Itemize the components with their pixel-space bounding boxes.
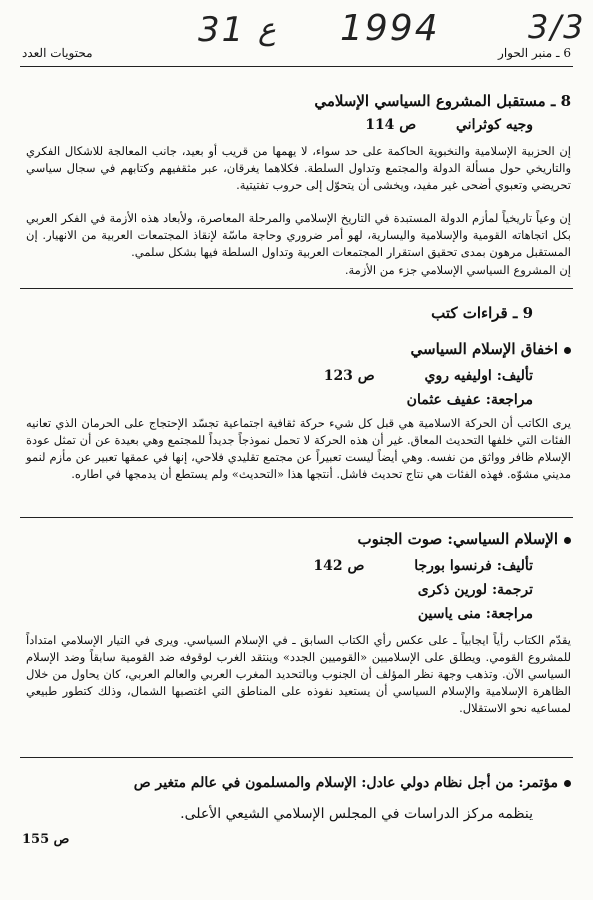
conference-heading (21, 775, 571, 791)
book1-title: اخفاق الإسلام السياسي (410, 340, 558, 358)
section8-title: 8 ـ مستقبل المشروع السياسي الإسلامي (314, 92, 571, 110)
book1-reviewer: عفيف عثمان (406, 392, 481, 408)
divider-2 (20, 517, 573, 518)
book1-page: ص 123 (323, 368, 375, 384)
book2-author-label: تأليف: (496, 558, 533, 574)
handwritten-letter: ع (258, 12, 276, 47)
book1-review-label: مراجعة: (485, 392, 533, 408)
book2-translate-label: ترجمة: (491, 582, 533, 598)
book1-summary: يرى الكاتب أن الحركة الاسلامية هي قبل كل شيء حركة ثقافية اجتماعية تجسّد الإحتجاج على الحرمان الذي تعانيه الفئات التي خلفها التحديث المعاق. غير أن هذه الحركة لا تحمل نموذجاً جديداً للمجتمع وهي بعيدة عن أن تمثل عودة الإسلام ظافر وواثق من نفسه. وهي أيضاً ليست تعبيراً عن مجتمع تقليدي فلاحي، إنها في عمقها تعبير عن مأزم لنمو مديني مشوّه. فهذه الفئات هي نتاج تحديث فاشل. أنتجها هذا «التحديث» ولم يستطع أن يدمجها في اطاره. (26, 416, 571, 481)
header-section: 6 ـ منبر الحوار (498, 46, 571, 60)
book2-translator: لورين ذكرى (417, 582, 488, 598)
book1-author-label: تأليف: (496, 368, 533, 384)
section8-author-line (133, 117, 533, 133)
handwritten-number: 31 (198, 10, 246, 50)
conference-page: ص 155 (22, 832, 70, 847)
book1-author: اوليفيه روي (424, 368, 492, 384)
bullet-icon (564, 780, 571, 787)
book1-author-line (324, 368, 533, 384)
bullet-icon (564, 347, 571, 354)
section8-para1: إن الحزبية الإسلامية والنخبوية الحاكمة على حد سواء، لا يهمها من قريب أو بعيد، جانب المعالجة للاشكال الفكري والتاريخي حول مسألة الدولة والمجتمع وتداول السلطة. فكلاهما يغرقان، عبر مثقفيهم وكتابهم في سجال سياسي تحريضي وتعبوي أضحى غير مفيد، ويخشى أن يتحوّل إلى حروب تفتيتية. (26, 144, 571, 192)
book2-summary: يقدّم الكتاب رأياً ايجابياً ـ على عكس رأي الكتاب السابق ـ في الإسلام السياسي. ويرى في التيار الإسلامي امتداداً للمشروع القومي. ويطلق على الإسلاميين «القوميين الجدد» وينتقد الغرب لوقوفه ضد القومية سابقاً وضد الإسلام السياسي الآن. وتذهب وجهة نظر المؤلف أن الجنوب وبالتحديد المغرب العربي والعالم العربي، كان يحاول من خلال الظاهرة الإسلامية والإسلام السياسي أن يستعيد نفوذه على المناطق التي اغتصبها الشمال، وذلك كتطور طبيعي لمساعيه نحو الاستقلال. (26, 633, 571, 715)
conference-subtitle: ينظمه مركز الدراسات في المجلس الإسلامي الشيعي الأعلى. (180, 806, 533, 822)
section8-author: وجيه كوثراني (456, 117, 533, 133)
header-rule (20, 66, 573, 67)
book2-heading (31, 530, 571, 548)
book2-author: فرنسوا بورجا (414, 558, 492, 574)
conference-title: مؤتمر: من أجل نظام دولي عادل: الإسلام والمسلمون في عالم متغير ص (133, 775, 558, 791)
book2-author-line (313, 558, 533, 574)
handwritten-year: 1994 (340, 8, 440, 49)
book2-page: ص 142 (313, 558, 365, 574)
section9-title: 9 ـ قراءات كتب (431, 304, 533, 322)
bullet-icon (564, 537, 571, 544)
book2-translate-line (418, 582, 533, 598)
handwritten-fraction: 3/3 (528, 8, 586, 46)
divider-3 (20, 757, 573, 758)
section8-page: ص 114 (365, 117, 417, 133)
header-contents: محتويات العدد (22, 46, 93, 60)
book1-heading (31, 340, 571, 358)
book2-title: الإسلام السياسي: صوت الجنوب (357, 530, 558, 548)
divider-1 (20, 288, 573, 289)
book2-review-label: مراجعة: (485, 606, 533, 622)
book2-reviewer: منى ياسين (417, 606, 481, 622)
book2-review-line (418, 606, 533, 622)
section8-para2: إن وعياً تاريخياً لمأزم الدولة المستبدة في التاريخ الإسلامي والمرحلة المعاصرة، ولأبعاد هذه الأزمة في الفكر العربي بكل اتجاهاته القومية والإسلامية واليسارية، لهو أمر ضروري وحاجة ماسّة لإنقاذ المجتمعات العربية من الانهيار. إن المستقبل مرهون بمدى تحقيق استقرار المجتمعات العربية وتداول السلطة فيها بشكل سلمي. (26, 211, 571, 259)
section8-para3: إن المشروع السياسي الإسلامي جزء من الأزمة. (344, 263, 571, 277)
book1-review-line (407, 392, 533, 408)
